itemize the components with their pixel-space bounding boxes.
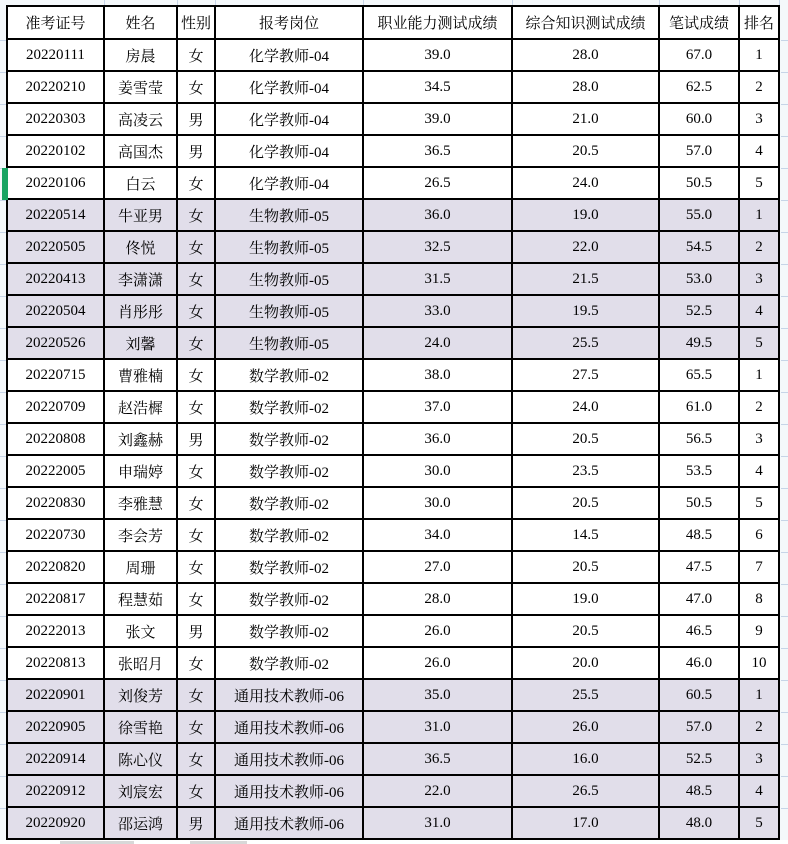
cell-rank[interactable]: 5 xyxy=(739,167,779,199)
column-header-id[interactable]: 准考证号 xyxy=(7,6,104,39)
cell-written[interactable]: 46.0 xyxy=(659,647,739,679)
cell-knowledge[interactable]: 21.0 xyxy=(512,103,659,135)
cell-written[interactable]: 50.5 xyxy=(659,167,739,199)
cell-knowledge[interactable]: 20.5 xyxy=(512,423,659,455)
cell-id[interactable]: 20220709 xyxy=(7,391,104,423)
cell-knowledge[interactable]: 23.5 xyxy=(512,455,659,487)
cell-name[interactable]: 高国杰 xyxy=(104,135,177,167)
cell-written[interactable]: 54.5 xyxy=(659,231,739,263)
table-row xyxy=(7,711,779,743)
cell-name[interactable]: 程慧茹 xyxy=(104,583,177,615)
cell-position[interactable]: 生物教师-05 xyxy=(215,263,363,295)
cell-written[interactable]: 57.0 xyxy=(659,135,739,167)
cell-position[interactable]: 数学教师-02 xyxy=(215,391,363,423)
cell-position[interactable]: 数学教师-02 xyxy=(215,455,363,487)
table-row xyxy=(7,679,779,711)
cell-position[interactable]: 化学教师-04 xyxy=(215,167,363,199)
table-row xyxy=(7,327,779,359)
table-row xyxy=(7,103,779,135)
cell-knowledge[interactable]: 25.5 xyxy=(512,679,659,711)
cell-rank[interactable]: 2 xyxy=(739,711,779,743)
cell-position[interactable]: 生物教师-05 xyxy=(215,199,363,231)
cell-written[interactable]: 60.5 xyxy=(659,679,739,711)
cell-rank[interactable]: 5 xyxy=(739,487,779,519)
cell-position[interactable]: 通用技术教师-06 xyxy=(215,743,363,775)
cell-rank[interactable]: 3 xyxy=(739,743,779,775)
cell-written[interactable]: 49.5 xyxy=(659,327,739,359)
cell-id[interactable]: 20220505 xyxy=(7,231,104,263)
cell-gender[interactable]: 女 xyxy=(177,39,215,71)
gridline xyxy=(781,424,788,425)
cell-ability[interactable]: 24.0 xyxy=(363,327,512,359)
cell-rank[interactable]: 4 xyxy=(739,455,779,487)
cell-gender[interactable]: 男 xyxy=(177,135,215,167)
cell-knowledge[interactable]: 19.5 xyxy=(512,295,659,327)
cell-id[interactable]: 20220817 xyxy=(7,583,104,615)
cell-rank[interactable]: 3 xyxy=(739,103,779,135)
cell-name[interactable]: 房晨 xyxy=(104,39,177,71)
cell-ability[interactable]: 30.0 xyxy=(363,455,512,487)
gridline xyxy=(781,648,788,649)
table-row xyxy=(7,359,779,391)
table-row xyxy=(7,199,779,231)
cell-knowledge[interactable]: 22.0 xyxy=(512,231,659,263)
cell-id[interactable]: 20220901 xyxy=(7,679,104,711)
cell-rank[interactable]: 8 xyxy=(739,583,779,615)
cell-knowledge[interactable]: 26.5 xyxy=(512,775,659,807)
gridline xyxy=(781,776,788,777)
cell-knowledge[interactable]: 21.5 xyxy=(512,263,659,295)
cell-gender[interactable]: 女 xyxy=(177,775,215,807)
cell-position[interactable]: 生物教师-05 xyxy=(215,231,363,263)
gridline xyxy=(781,360,788,361)
cell-rank[interactable]: 1 xyxy=(739,679,779,711)
cell-gender[interactable]: 女 xyxy=(177,263,215,295)
cell-ability[interactable]: 32.5 xyxy=(363,231,512,263)
cell-ability[interactable]: 26.5 xyxy=(363,167,512,199)
gridline xyxy=(781,456,788,457)
cell-name[interactable]: 李雅慧 xyxy=(104,487,177,519)
cell-written[interactable]: 52.5 xyxy=(659,295,739,327)
cell-name[interactable]: 佟悦 xyxy=(104,231,177,263)
cell-rank[interactable]: 3 xyxy=(739,423,779,455)
cell-position[interactable]: 通用技术教师-06 xyxy=(215,775,363,807)
gridline xyxy=(781,616,788,617)
cell-knowledge[interactable]: 20.5 xyxy=(512,551,659,583)
cell-rank[interactable]: 7 xyxy=(739,551,779,583)
cell-written[interactable]: 52.5 xyxy=(659,743,739,775)
gridline xyxy=(781,488,788,489)
cell-id[interactable]: 20220303 xyxy=(7,103,104,135)
cell-rank[interactable]: 10 xyxy=(739,647,779,679)
cell-position[interactable]: 数学教师-02 xyxy=(215,423,363,455)
column-header-ability[interactable]: 职业能力测试成绩 xyxy=(363,6,512,39)
cell-position[interactable]: 通用技术教师-06 xyxy=(215,807,363,839)
cell-ability[interactable]: 36.5 xyxy=(363,743,512,775)
column-header-written[interactable]: 笔试成绩 xyxy=(659,6,739,39)
cell-position[interactable]: 化学教师-04 xyxy=(215,103,363,135)
gridline xyxy=(781,72,788,73)
cell-gender[interactable]: 女 xyxy=(177,583,215,615)
cell-rank[interactable]: 2 xyxy=(739,71,779,103)
table-row xyxy=(7,807,779,839)
cell-id[interactable]: 20220912 xyxy=(7,775,104,807)
cell-id[interactable]: 20222013 xyxy=(7,615,104,647)
cell-written[interactable]: 46.5 xyxy=(659,615,739,647)
gridline xyxy=(781,520,788,521)
gridline xyxy=(781,232,788,233)
cell-position[interactable]: 数学教师-02 xyxy=(215,615,363,647)
table-row xyxy=(7,583,779,615)
cell-ability[interactable]: 38.0 xyxy=(363,359,512,391)
table-row xyxy=(7,231,779,263)
cell-written[interactable]: 60.0 xyxy=(659,103,739,135)
table-row xyxy=(7,423,779,455)
cell-gender[interactable]: 男 xyxy=(177,615,215,647)
selection-marker xyxy=(2,168,8,200)
cell-id[interactable]: 20220514 xyxy=(7,199,104,231)
cell-gender[interactable]: 女 xyxy=(177,167,215,199)
cell-id[interactable]: 20220504 xyxy=(7,295,104,327)
gridline xyxy=(781,744,788,745)
cell-knowledge[interactable]: 20.5 xyxy=(512,135,659,167)
cell-position[interactable]: 数学教师-02 xyxy=(215,647,363,679)
cell-rank[interactable]: 9 xyxy=(739,615,779,647)
cell-ability[interactable]: 36.0 xyxy=(363,199,512,231)
cell-written[interactable]: 48.0 xyxy=(659,807,739,839)
cell-id[interactable]: 20220914 xyxy=(7,743,104,775)
cell-position[interactable]: 通用技术教师-06 xyxy=(215,679,363,711)
cell-name[interactable]: 周珊 xyxy=(104,551,177,583)
cell-written[interactable]: 61.0 xyxy=(659,391,739,423)
cell-rank[interactable]: 1 xyxy=(739,199,779,231)
cell-knowledge[interactable]: 20.5 xyxy=(512,487,659,519)
gridline xyxy=(781,264,788,265)
cell-knowledge[interactable]: 19.0 xyxy=(512,583,659,615)
cell-name[interactable]: 肖彤彤 xyxy=(104,295,177,327)
cell-position[interactable]: 数学教师-02 xyxy=(215,551,363,583)
cell-gender[interactable]: 女 xyxy=(177,711,215,743)
cell-position[interactable]: 生物教师-05 xyxy=(215,327,363,359)
cell-knowledge[interactable]: 24.0 xyxy=(512,391,659,423)
cell-name[interactable]: 张昭月 xyxy=(104,647,177,679)
cell-name[interactable]: 刘俊芳 xyxy=(104,679,177,711)
table-row xyxy=(7,615,779,647)
cell-position[interactable]: 化学教师-04 xyxy=(215,135,363,167)
cell-ability[interactable]: 34.5 xyxy=(363,71,512,103)
cell-knowledge[interactable]: 27.5 xyxy=(512,359,659,391)
cell-rank[interactable]: 2 xyxy=(739,391,779,423)
cell-name[interactable]: 牛亚男 xyxy=(104,199,177,231)
gridline xyxy=(781,200,788,201)
cell-rank[interactable]: 2 xyxy=(739,231,779,263)
cell-name[interactable]: 赵浩樨 xyxy=(104,391,177,423)
cell-written[interactable]: 47.0 xyxy=(659,583,739,615)
cell-name[interactable]: 刘馨 xyxy=(104,327,177,359)
cell-id[interactable]: 20220526 xyxy=(7,327,104,359)
cell-rank[interactable]: 6 xyxy=(739,519,779,551)
cell-name[interactable]: 曹雅楠 xyxy=(104,359,177,391)
cell-knowledge[interactable]: 28.0 xyxy=(512,39,659,71)
cell-name[interactable]: 申瑞婷 xyxy=(104,455,177,487)
gridline xyxy=(781,552,788,553)
cell-id[interactable]: 20220210 xyxy=(7,71,104,103)
cell-ability[interactable]: 36.0 xyxy=(363,423,512,455)
cell-name[interactable]: 白云 xyxy=(104,167,177,199)
cell-position[interactable]: 数学教师-02 xyxy=(215,487,363,519)
cell-ability[interactable]: 31.5 xyxy=(363,263,512,295)
gridline xyxy=(781,168,788,169)
cell-knowledge[interactable]: 26.0 xyxy=(512,711,659,743)
cell-gender[interactable]: 女 xyxy=(177,327,215,359)
cell-id[interactable]: 20220413 xyxy=(7,263,104,295)
cell-id[interactable]: 20220920 xyxy=(7,807,104,839)
cell-ability[interactable]: 33.0 xyxy=(363,295,512,327)
cell-id[interactable]: 20220106 xyxy=(7,167,104,199)
cell-knowledge[interactable]: 24.0 xyxy=(512,167,659,199)
cell-ability[interactable]: 35.0 xyxy=(363,679,512,711)
gridline xyxy=(781,104,788,105)
gridline xyxy=(781,680,788,681)
table-row xyxy=(7,487,779,519)
gridline xyxy=(781,136,788,137)
cell-id[interactable]: 20220111 xyxy=(7,39,104,71)
cell-ability[interactable]: 36.5 xyxy=(363,135,512,167)
cell-knowledge[interactable]: 14.5 xyxy=(512,519,659,551)
gridline xyxy=(781,328,788,329)
cell-rank[interactable]: 1 xyxy=(739,39,779,71)
cell-ability[interactable]: 22.0 xyxy=(363,775,512,807)
cell-name[interactable]: 陈心仪 xyxy=(104,743,177,775)
cell-gender[interactable]: 女 xyxy=(177,71,215,103)
cell-gender[interactable]: 女 xyxy=(177,551,215,583)
cell-written[interactable]: 67.0 xyxy=(659,39,739,71)
cell-knowledge[interactable]: 16.0 xyxy=(512,743,659,775)
cell-gender[interactable]: 男 xyxy=(177,103,215,135)
cell-rank[interactable]: 5 xyxy=(739,807,779,839)
cell-gender[interactable]: 女 xyxy=(177,743,215,775)
cell-name[interactable]: 刘鑫赫 xyxy=(104,423,177,455)
cell-ability[interactable]: 26.0 xyxy=(363,615,512,647)
cell-rank[interactable]: 4 xyxy=(739,775,779,807)
column-header-rank[interactable]: 排名 xyxy=(739,6,779,39)
cell-written[interactable]: 55.0 xyxy=(659,199,739,231)
cell-ability[interactable]: 34.0 xyxy=(363,519,512,551)
cell-knowledge[interactable]: 25.5 xyxy=(512,327,659,359)
cell-knowledge[interactable]: 20.0 xyxy=(512,647,659,679)
cell-ability[interactable]: 37.0 xyxy=(363,391,512,423)
cell-id[interactable]: 20220820 xyxy=(7,551,104,583)
cell-gender[interactable]: 女 xyxy=(177,295,215,327)
cell-gender[interactable]: 女 xyxy=(177,231,215,263)
cell-written[interactable]: 48.5 xyxy=(659,775,739,807)
column-header-gender[interactable]: 性别 xyxy=(177,6,215,39)
gridline xyxy=(781,712,788,713)
cell-written[interactable]: 62.5 xyxy=(659,71,739,103)
cell-id[interactable]: 20222005 xyxy=(7,455,104,487)
cell-rank[interactable]: 4 xyxy=(739,135,779,167)
cell-id[interactable]: 20220905 xyxy=(7,711,104,743)
cell-gender[interactable]: 女 xyxy=(177,487,215,519)
table-row xyxy=(7,519,779,551)
cell-position[interactable]: 生物教师-05 xyxy=(215,295,363,327)
gridline xyxy=(781,40,788,41)
cell-rank[interactable]: 3 xyxy=(739,263,779,295)
column-header-knowledge[interactable]: 综合知识测试成绩 xyxy=(512,6,659,39)
table-row xyxy=(7,455,779,487)
cell-id[interactable]: 20220730 xyxy=(7,519,104,551)
cell-gender[interactable]: 女 xyxy=(177,679,215,711)
cell-id[interactable]: 20220715 xyxy=(7,359,104,391)
table-row xyxy=(7,167,779,199)
table-row xyxy=(7,295,779,327)
cell-ability[interactable]: 39.0 xyxy=(363,39,512,71)
cell-gender[interactable]: 女 xyxy=(177,199,215,231)
table-row xyxy=(7,135,779,167)
cell-name[interactable]: 张文 xyxy=(104,615,177,647)
cell-name[interactable]: 刘宸宏 xyxy=(104,775,177,807)
cell-written[interactable]: 57.0 xyxy=(659,711,739,743)
cell-gender[interactable]: 女 xyxy=(177,647,215,679)
cell-written[interactable]: 53.0 xyxy=(659,263,739,295)
cell-name[interactable]: 李潇潇 xyxy=(104,263,177,295)
table-row xyxy=(7,39,779,71)
gridline xyxy=(781,296,788,297)
table-row xyxy=(7,775,779,807)
cell-name[interactable]: 邵运鸿 xyxy=(104,807,177,839)
cell-gender[interactable]: 女 xyxy=(177,359,215,391)
cell-id[interactable]: 20220830 xyxy=(7,487,104,519)
cell-rank[interactable]: 4 xyxy=(739,295,779,327)
cell-knowledge[interactable]: 17.0 xyxy=(512,807,659,839)
table-row xyxy=(7,391,779,423)
cell-position[interactable]: 化学教师-04 xyxy=(215,39,363,71)
cell-written[interactable]: 50.5 xyxy=(659,487,739,519)
cell-rank[interactable]: 5 xyxy=(739,327,779,359)
cell-knowledge[interactable]: 20.5 xyxy=(512,615,659,647)
cell-ability[interactable]: 27.0 xyxy=(363,551,512,583)
cell-ability[interactable]: 31.0 xyxy=(363,807,512,839)
gridline xyxy=(781,584,788,585)
cell-ability[interactable]: 31.0 xyxy=(363,711,512,743)
cell-gender[interactable]: 女 xyxy=(177,391,215,423)
cell-position[interactable]: 数学教师-02 xyxy=(215,519,363,551)
cell-gender[interactable]: 女 xyxy=(177,519,215,551)
cell-name[interactable]: 姜雪莹 xyxy=(104,71,177,103)
cell-ability[interactable]: 30.0 xyxy=(363,487,512,519)
cell-position[interactable]: 数学教师-02 xyxy=(215,583,363,615)
table-row xyxy=(7,71,779,103)
cell-id[interactable]: 20220808 xyxy=(7,423,104,455)
table-row xyxy=(7,551,779,583)
cell-name[interactable]: 高凌云 xyxy=(104,103,177,135)
cell-gender[interactable]: 男 xyxy=(177,807,215,839)
cell-written[interactable]: 53.5 xyxy=(659,455,739,487)
gridline xyxy=(781,808,788,809)
cell-name[interactable]: 徐雪艳 xyxy=(104,711,177,743)
column-header-name[interactable]: 姓名 xyxy=(104,6,177,39)
cell-ability[interactable]: 39.0 xyxy=(363,103,512,135)
table-row xyxy=(7,263,779,295)
gridline xyxy=(781,392,788,393)
table-row xyxy=(7,743,779,775)
column-header-position[interactable]: 报考岗位 xyxy=(215,6,363,39)
cell-position[interactable]: 化学教师-04 xyxy=(215,71,363,103)
cell-written[interactable]: 56.5 xyxy=(659,423,739,455)
cell-knowledge[interactable]: 19.0 xyxy=(512,199,659,231)
cell-position[interactable]: 数学教师-02 xyxy=(215,359,363,391)
score-table xyxy=(6,5,780,840)
table-row xyxy=(7,647,779,679)
cell-gender[interactable]: 女 xyxy=(177,455,215,487)
cell-gender[interactable]: 男 xyxy=(177,423,215,455)
cell-position[interactable]: 通用技术教师-06 xyxy=(215,711,363,743)
cell-written[interactable]: 47.5 xyxy=(659,551,739,583)
cell-written[interactable]: 65.5 xyxy=(659,359,739,391)
cell-rank[interactable]: 1 xyxy=(739,359,779,391)
header-row xyxy=(7,6,779,39)
cell-written[interactable]: 48.5 xyxy=(659,519,739,551)
cell-id[interactable]: 20220813 xyxy=(7,647,104,679)
cell-ability[interactable]: 28.0 xyxy=(363,583,512,615)
cell-ability[interactable]: 26.0 xyxy=(363,647,512,679)
cell-name[interactable]: 李会芳 xyxy=(104,519,177,551)
cell-knowledge[interactable]: 28.0 xyxy=(512,71,659,103)
sheet-bottom-strip xyxy=(0,840,788,844)
cell-id[interactable]: 20220102 xyxy=(7,135,104,167)
